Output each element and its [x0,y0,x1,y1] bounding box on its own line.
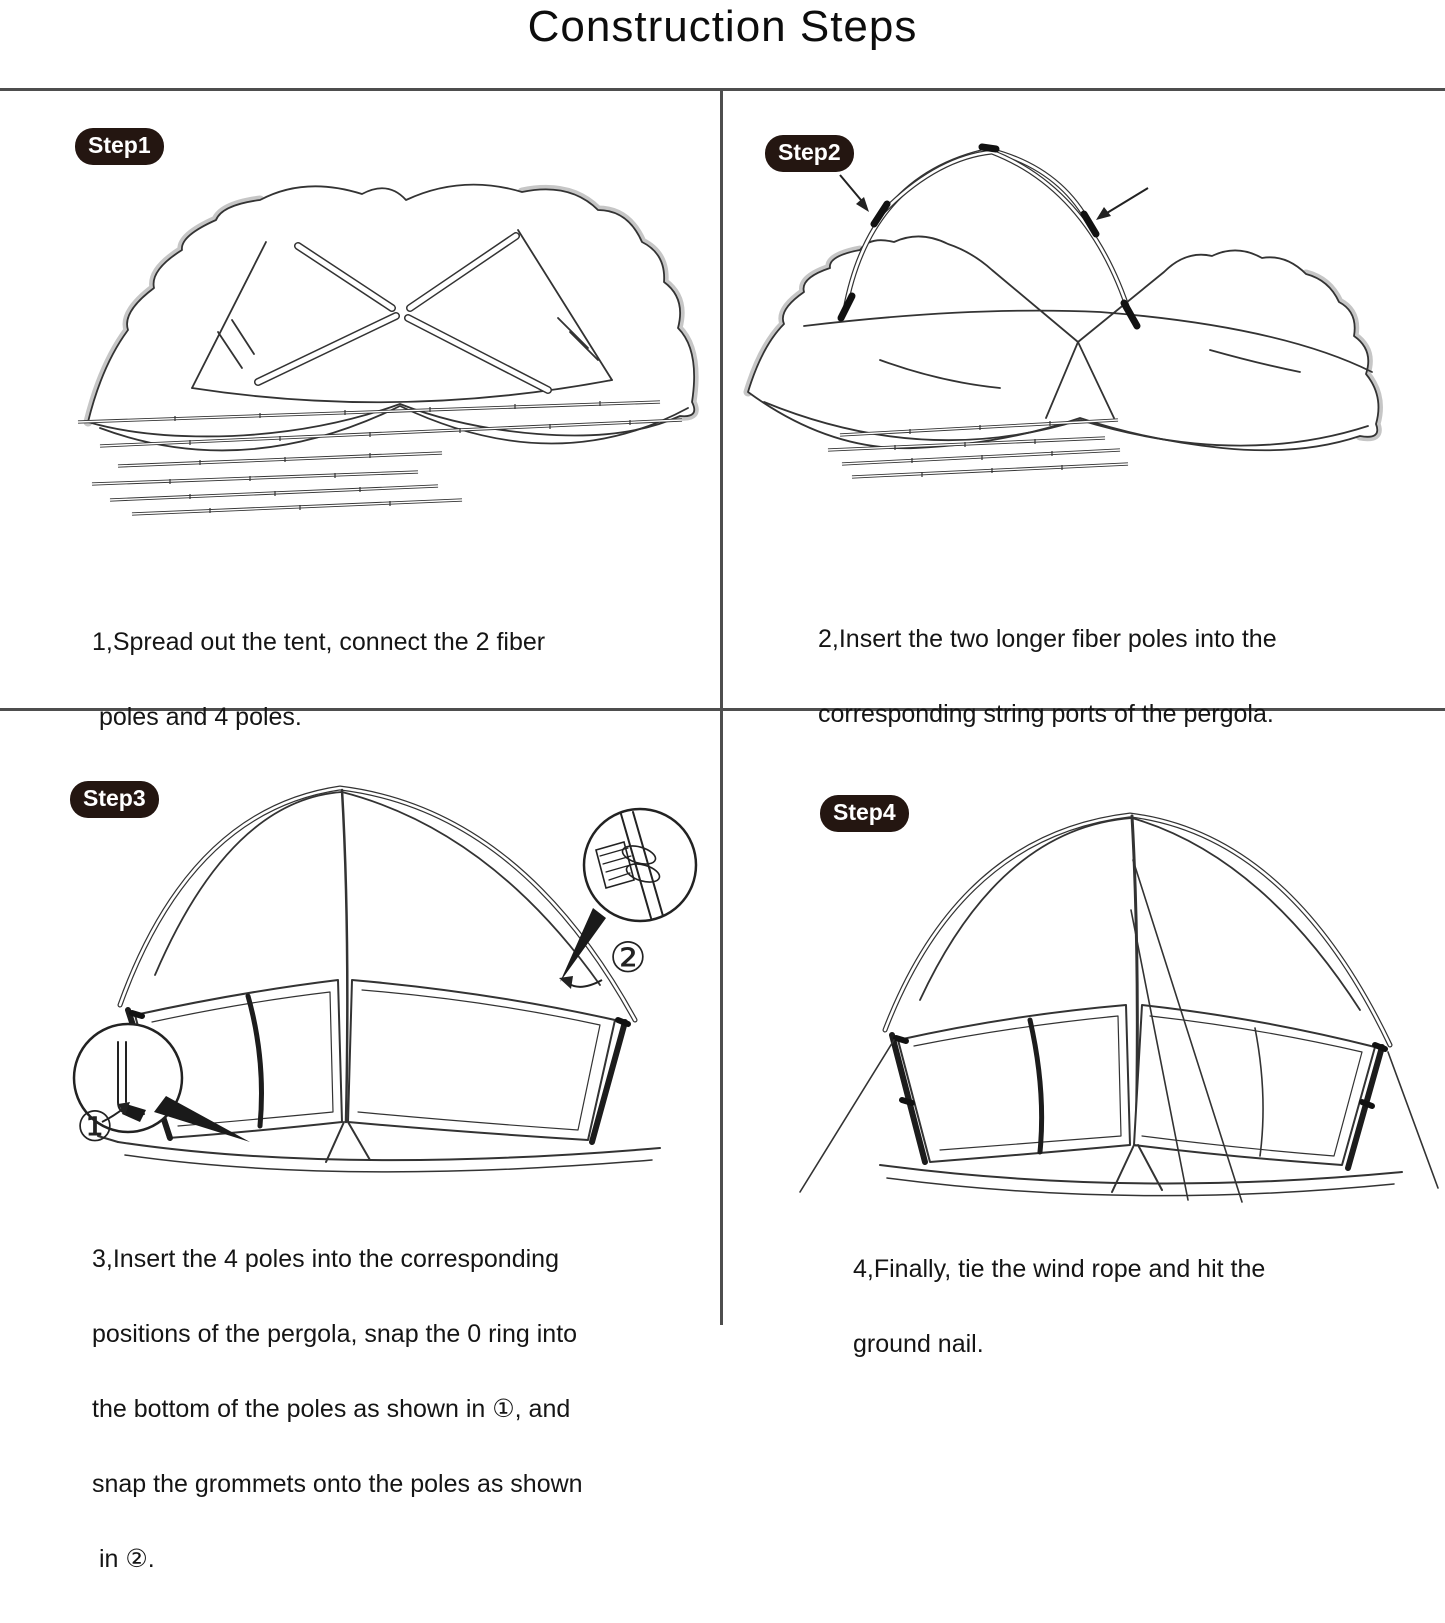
caption-line: snap the grommets onto the poles as shown [92,1470,583,1498]
vertical-divider [720,88,723,1325]
caption-line: 4,Finally, tie the wind rope and hit the [853,1255,1266,1283]
step4-illustration-tent-with-wind-ropes-icon [790,800,1445,1210]
caption-line: positions of the pergola, snap the 0 ring into [92,1320,578,1348]
caption-line: 1,Spread out the tent, connect the 2 fiber [92,628,546,656]
step4-badge: Step4 [820,795,909,832]
page-title: Construction Steps [527,2,918,51]
callout-1-label: ① [76,1102,114,1151]
step1-badge: Step1 [75,128,164,165]
caption-line: 2,Insert the two longer fiber poles into the [818,625,1277,653]
caption-line: ground nail. [853,1330,984,1358]
caption-line: 3,Insert the 4 poles into the corresponding [92,1245,559,1273]
step2-caption [818,577,1277,777]
step3-badge: Step3 [70,781,159,818]
caption-line: corresponding string ports of the pergola. [818,700,1274,728]
callout-2-label: ② [609,933,647,982]
caption-line: in ②. [92,1545,155,1573]
step1-caption [92,580,545,780]
step1-illustration-spread-tent-icon [70,150,710,550]
step3-caption [92,1197,583,1622]
step2-illustration-arched-poles-icon [740,120,1440,540]
step2-badge: Step2 [765,135,854,172]
step4-caption [853,1207,1265,1407]
caption-line: the bottom of the poles as shown in ①, and [92,1395,571,1423]
caption-line: poles and 4 poles. [92,703,302,731]
